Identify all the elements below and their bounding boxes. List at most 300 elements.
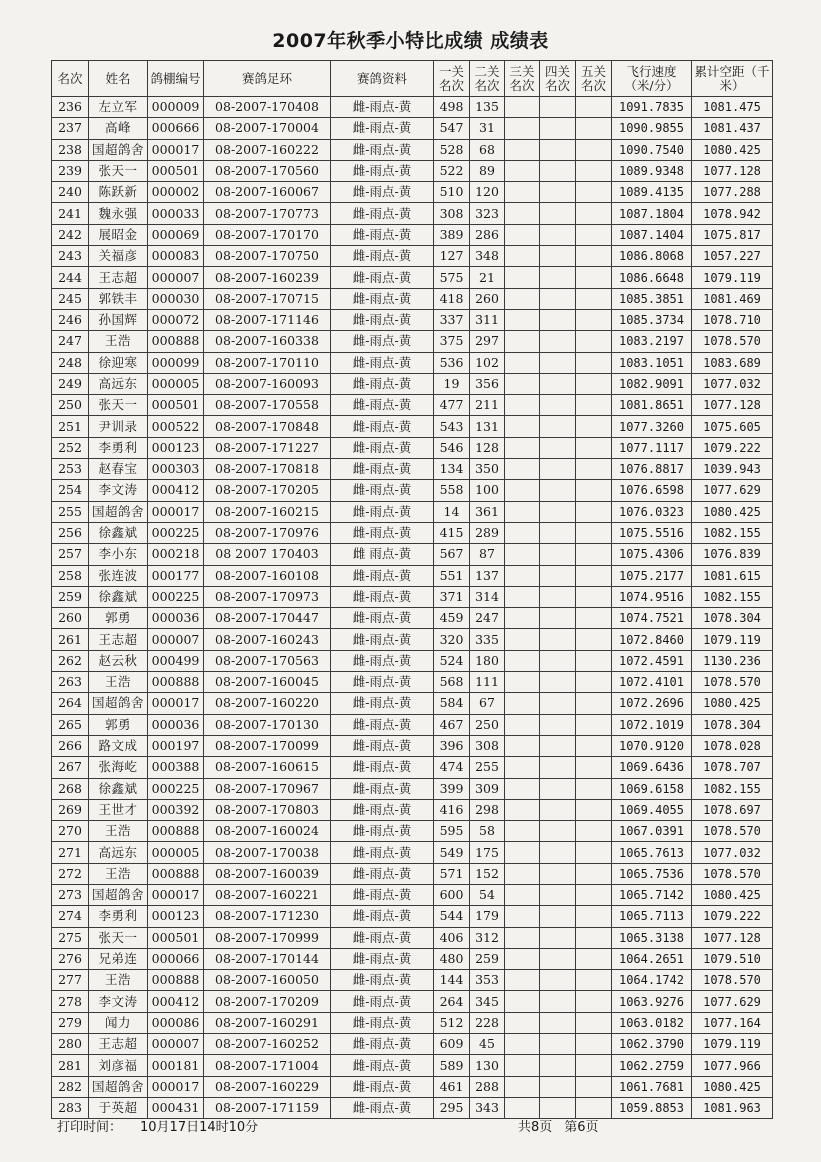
- cell-stage3: [505, 267, 540, 288]
- cell-stage1: 524: [434, 650, 470, 671]
- table-row: [52, 459, 773, 480]
- cell-stage2: 312: [470, 927, 505, 948]
- cell-info: 雌-雨点-黄: [331, 97, 434, 118]
- cell-ring: 08-2007-170099: [204, 735, 331, 756]
- cell-rank: 256: [52, 522, 89, 543]
- cell-ring: 08-2007-160215: [204, 501, 331, 522]
- table-row: [52, 246, 773, 267]
- cell-stage4: [540, 991, 576, 1012]
- cell-speed: 1087.1804: [612, 203, 692, 224]
- cell-stage3: [505, 118, 540, 139]
- cell-stage4: [540, 160, 576, 181]
- cell-speed: 1089.4135: [612, 182, 692, 203]
- cell-stage2: 102: [470, 352, 505, 373]
- cell-loft: 000072: [148, 309, 204, 330]
- cell-stage5: [576, 139, 612, 160]
- cell-stage4: [540, 884, 576, 905]
- cell-info: 雌-雨点-黄: [331, 501, 434, 522]
- cell-info: 雌-雨点-黄: [331, 459, 434, 480]
- cell-loft: 000412: [148, 991, 204, 1012]
- cell-ring: 08-2007-160221: [204, 884, 331, 905]
- table-row: [52, 629, 773, 650]
- cell-loft: 000017: [148, 1076, 204, 1097]
- cell-distance: 1077.164: [692, 1012, 773, 1033]
- cell-distance: 1080.425: [692, 501, 773, 522]
- cell-stage2: 335: [470, 629, 505, 650]
- cell-stage5: [576, 246, 612, 267]
- cell-info: 雌-雨点-黄: [331, 1076, 434, 1097]
- cell-speed: 1062.3790: [612, 1034, 692, 1055]
- cell-info: 雌-雨点-黄: [331, 799, 434, 820]
- cell-rank: 252: [52, 437, 89, 458]
- cell-stage2: 131: [470, 416, 505, 437]
- cell-stage5: [576, 288, 612, 309]
- cell-rank: 271: [52, 842, 89, 863]
- cell-speed: 1065.7613: [612, 842, 692, 863]
- cell-distance: 1081.469: [692, 288, 773, 309]
- cell-stage3: [505, 821, 540, 842]
- cell-distance: 1078.570: [692, 821, 773, 842]
- table-row: [52, 586, 773, 607]
- cell-stage1: 264: [434, 991, 470, 1012]
- cell-name: 国超鸽舍: [89, 139, 148, 160]
- cell-speed: 1067.0391: [612, 821, 692, 842]
- cell-distance: 1078.942: [692, 203, 773, 224]
- cell-stage5: [576, 799, 612, 820]
- cell-speed: 1074.9516: [612, 586, 692, 607]
- page-title: 2007年秋季小特比成绩 成绩表: [272, 30, 549, 52]
- cell-ring: 08-2007-170818: [204, 459, 331, 480]
- cell-speed: 1065.3138: [612, 927, 692, 948]
- cell-distance: 1130.236: [692, 650, 773, 671]
- cell-rank: 241: [52, 203, 89, 224]
- cell-ring: 08-2007-170408: [204, 97, 331, 118]
- cell-stage1: 512: [434, 1012, 470, 1033]
- cell-loft: 000017: [148, 884, 204, 905]
- cell-stage1: 558: [434, 480, 470, 501]
- cell-speed: 1082.9091: [612, 373, 692, 394]
- table-row: [52, 309, 773, 330]
- cell-stage1: 467: [434, 714, 470, 735]
- col-header-stage1: 一关名次: [434, 61, 470, 97]
- cell-distance: 1078.710: [692, 309, 773, 330]
- cell-loft: 000888: [148, 672, 204, 693]
- cell-loft: 000017: [148, 139, 204, 160]
- cell-stage4: [540, 1034, 576, 1055]
- cell-loft: 000225: [148, 586, 204, 607]
- cell-loft: 000066: [148, 948, 204, 969]
- cell-distance: 1075.817: [692, 224, 773, 245]
- cell-stage3: [505, 842, 540, 863]
- cell-ring: 08-2007-160108: [204, 565, 331, 586]
- cell-info: 雌-雨点-黄: [331, 288, 434, 309]
- cell-name: 国超鸽舍: [89, 501, 148, 522]
- cell-stage5: [576, 693, 612, 714]
- cell-stage2: 137: [470, 565, 505, 586]
- cell-rank: 245: [52, 288, 89, 309]
- cell-loft: 000303: [148, 459, 204, 480]
- cell-ring: 08-2007-171146: [204, 309, 331, 330]
- table-row: [52, 948, 773, 969]
- cell-loft: 000086: [148, 1012, 204, 1033]
- cell-stage1: 547: [434, 118, 470, 139]
- cell-stage2: 111: [470, 672, 505, 693]
- cell-distance: 1076.839: [692, 544, 773, 565]
- cell-name: 关福彦: [89, 246, 148, 267]
- cell-speed: 1072.1019: [612, 714, 692, 735]
- cell-rank: 282: [52, 1076, 89, 1097]
- cell-info: 雌-雨点-黄: [331, 650, 434, 671]
- cell-rank: 260: [52, 608, 89, 629]
- cell-speed: 1069.6436: [612, 757, 692, 778]
- cell-loft: 000099: [148, 352, 204, 373]
- cell-stage5: [576, 203, 612, 224]
- cell-rank: 257: [52, 544, 89, 565]
- table-row: [52, 522, 773, 543]
- table-row: [52, 672, 773, 693]
- cell-stage3: [505, 757, 540, 778]
- cell-stage1: 416: [434, 799, 470, 820]
- cell-stage4: [540, 650, 576, 671]
- cell-distance: 1081.615: [692, 565, 773, 586]
- cell-loft: 000501: [148, 395, 204, 416]
- cell-rank: 253: [52, 459, 89, 480]
- table-row: [52, 863, 773, 884]
- cell-name: 张连波: [89, 565, 148, 586]
- cell-stage5: [576, 331, 612, 352]
- cell-stage5: [576, 182, 612, 203]
- table-row: [52, 884, 773, 905]
- cell-stage5: [576, 778, 612, 799]
- cell-rank: 236: [52, 97, 89, 118]
- table-row: [52, 799, 773, 820]
- cell-distance: 1079.222: [692, 906, 773, 927]
- cell-loft: 000388: [148, 757, 204, 778]
- cell-speed: 1083.2197: [612, 331, 692, 352]
- cell-stage1: 536: [434, 352, 470, 373]
- cell-stage3: [505, 799, 540, 820]
- cell-stage5: [576, 267, 612, 288]
- cell-rank: 244: [52, 267, 89, 288]
- cell-rank: 274: [52, 906, 89, 927]
- col-header-rank: 名次: [52, 61, 89, 97]
- cell-loft: 000069: [148, 224, 204, 245]
- cell-info: 雌-雨点-黄: [331, 373, 434, 394]
- cell-rank: 263: [52, 672, 89, 693]
- cell-name: 高远东: [89, 842, 148, 863]
- cell-name: 李文涛: [89, 480, 148, 501]
- cell-rank: 267: [52, 757, 89, 778]
- cell-stage3: [505, 373, 540, 394]
- cell-name: 王浩: [89, 970, 148, 991]
- table-row: [52, 927, 773, 948]
- col-header-name: 姓名: [89, 61, 148, 97]
- cell-stage2: 54: [470, 884, 505, 905]
- cell-ring: 08-2007-170848: [204, 416, 331, 437]
- cell-distance: 1077.629: [692, 480, 773, 501]
- cell-ring: 08-2007-160039: [204, 863, 331, 884]
- cell-info: 雌-雨点-黄: [331, 757, 434, 778]
- cell-stage3: [505, 629, 540, 650]
- cell-loft: 000007: [148, 267, 204, 288]
- cell-loft: 000181: [148, 1055, 204, 1076]
- cell-stage3: [505, 778, 540, 799]
- cell-name: 郭勇: [89, 714, 148, 735]
- cell-ring: 08-2007-170715: [204, 288, 331, 309]
- cell-name: 高峰: [89, 118, 148, 139]
- cell-loft: 000036: [148, 608, 204, 629]
- cell-ring: 08 2007 170403: [204, 544, 331, 565]
- cell-ring: 08-2007-160338: [204, 331, 331, 352]
- col-header-stage5: 五关名次: [576, 61, 612, 97]
- cell-ring: 08-2007-160045: [204, 672, 331, 693]
- cell-stage2: 68: [470, 139, 505, 160]
- cell-info: 雌-雨点-黄: [331, 522, 434, 543]
- cell-stage2: 175: [470, 842, 505, 863]
- cell-info: 雌-雨点-黄: [331, 437, 434, 458]
- cell-info: 雌-雨点-黄: [331, 160, 434, 181]
- cell-rank: 276: [52, 948, 89, 969]
- cell-rank: 239: [52, 160, 89, 181]
- table-row: [52, 352, 773, 373]
- cell-stage1: 498: [434, 97, 470, 118]
- cell-rank: 240: [52, 182, 89, 203]
- cell-loft: 000036: [148, 714, 204, 735]
- cell-stage1: 600: [434, 884, 470, 905]
- cell-distance: 1057.227: [692, 246, 773, 267]
- table-row: [52, 373, 773, 394]
- cell-stage4: [540, 395, 576, 416]
- cell-stage4: [540, 97, 576, 118]
- cell-speed: 1090.9855: [612, 118, 692, 139]
- cell-stage1: 522: [434, 160, 470, 181]
- cell-rank: 242: [52, 224, 89, 245]
- cell-speed: 1077.1117: [612, 437, 692, 458]
- table-row: [52, 203, 773, 224]
- print-time-label: 打印时间：: [57, 1120, 123, 1135]
- col-header-stage2: 二关名次: [470, 61, 505, 97]
- cell-speed: 1069.4055: [612, 799, 692, 820]
- col-header-stage4: 四关名次: [540, 61, 576, 97]
- cell-stage4: [540, 906, 576, 927]
- table-row: [52, 395, 773, 416]
- cell-stage3: [505, 522, 540, 543]
- cell-stage4: [540, 735, 576, 756]
- cell-name: 郭铁丰: [89, 288, 148, 309]
- cell-loft: 000412: [148, 480, 204, 501]
- cell-stage1: 575: [434, 267, 470, 288]
- cell-stage4: [540, 757, 576, 778]
- cell-stage4: [540, 842, 576, 863]
- cell-distance: 1082.155: [692, 586, 773, 607]
- cell-info: 雌-雨点-黄: [331, 991, 434, 1012]
- cell-name: 王浩: [89, 821, 148, 842]
- cell-speed: 1091.7835: [612, 97, 692, 118]
- cell-ring: 08-2007-160067: [204, 182, 331, 203]
- cell-distance: 1080.425: [692, 139, 773, 160]
- cell-ring: 08-2007-170563: [204, 650, 331, 671]
- cell-stage1: 543: [434, 416, 470, 437]
- table-row: [52, 906, 773, 927]
- cell-stage4: [540, 778, 576, 799]
- cell-stage5: [576, 118, 612, 139]
- cell-stage2: 309: [470, 778, 505, 799]
- col-header-distance: 累计空距（千米）: [692, 61, 773, 97]
- cell-rank: 250: [52, 395, 89, 416]
- cell-speed: 1065.7113: [612, 906, 692, 927]
- cell-name: 张海屹: [89, 757, 148, 778]
- cell-stage2: 361: [470, 501, 505, 522]
- cell-name: 闻力: [89, 1012, 148, 1033]
- cell-info: 雌-雨点-黄: [331, 118, 434, 139]
- cell-speed: 1075.4306: [612, 544, 692, 565]
- cell-distance: 1077.032: [692, 842, 773, 863]
- table-row: [52, 416, 773, 437]
- cell-stage4: [540, 501, 576, 522]
- cell-stage4: [540, 267, 576, 288]
- cell-name: 展昭金: [89, 224, 148, 245]
- col-header-ring: 赛鸽足环: [204, 61, 331, 97]
- cell-info: 雌-雨点-黄: [331, 906, 434, 927]
- cell-speed: 1074.7521: [612, 608, 692, 629]
- cell-loft: 000218: [148, 544, 204, 565]
- cell-distance: 1078.304: [692, 608, 773, 629]
- col-header-stage3: 三关名次: [505, 61, 540, 97]
- cell-speed: 1064.2651: [612, 948, 692, 969]
- cell-info: 雌-雨点-黄: [331, 821, 434, 842]
- cell-distance: 1077.288: [692, 182, 773, 203]
- cell-stage5: [576, 629, 612, 650]
- cell-stage2: 286: [470, 224, 505, 245]
- table-row: [52, 757, 773, 778]
- cell-name: 徐鑫斌: [89, 778, 148, 799]
- cell-stage4: [540, 970, 576, 991]
- cell-info: 雌-雨点-黄: [331, 948, 434, 969]
- cell-rank: 255: [52, 501, 89, 522]
- table-row: [52, 501, 773, 522]
- cell-name: 张天一: [89, 395, 148, 416]
- cell-ring: 08-2007-170038: [204, 842, 331, 863]
- table-row: [52, 182, 773, 203]
- cell-ring: 08-2007-170170: [204, 224, 331, 245]
- cell-name: 左立军: [89, 97, 148, 118]
- cell-stage5: [576, 97, 612, 118]
- cell-stage1: 399: [434, 778, 470, 799]
- cell-info: 雌-雨点-黄: [331, 1055, 434, 1076]
- cell-loft: 000888: [148, 331, 204, 352]
- table-row: [52, 991, 773, 1012]
- cell-speed: 1076.6598: [612, 480, 692, 501]
- current-page: 第6页: [564, 1120, 599, 1135]
- cell-stage4: [540, 714, 576, 735]
- cell-stage5: [576, 309, 612, 330]
- cell-loft: 000225: [148, 522, 204, 543]
- cell-stage5: [576, 970, 612, 991]
- cell-stage3: [505, 501, 540, 522]
- cell-info: 雌-雨点-黄: [331, 714, 434, 735]
- cell-stage2: 31: [470, 118, 505, 139]
- cell-speed: 1062.2759: [612, 1055, 692, 1076]
- cell-loft: 000030: [148, 288, 204, 309]
- cell-stage5: [576, 1012, 612, 1033]
- cell-rank: 281: [52, 1055, 89, 1076]
- cell-distance: 1079.119: [692, 629, 773, 650]
- cell-stage3: [505, 565, 540, 586]
- cell-stage1: 595: [434, 821, 470, 842]
- cell-stage2: 89: [470, 160, 505, 181]
- cell-ring: 08-2007-170976: [204, 522, 331, 543]
- cell-rank: 268: [52, 778, 89, 799]
- cell-stage4: [540, 224, 576, 245]
- cell-name: 张天一: [89, 160, 148, 181]
- cell-distance: 1077.966: [692, 1055, 773, 1076]
- cell-rank: 279: [52, 1012, 89, 1033]
- cell-stage2: 350: [470, 459, 505, 480]
- cell-name: 国超鸽舍: [89, 1076, 148, 1097]
- cell-ring: 08-2007-160222: [204, 139, 331, 160]
- cell-speed: 1063.9276: [612, 991, 692, 1012]
- cell-speed: 1090.7540: [612, 139, 692, 160]
- cell-stage5: [576, 224, 612, 245]
- cell-info: 雌-雨点-黄: [331, 586, 434, 607]
- cell-stage2: 21: [470, 267, 505, 288]
- cell-stage3: [505, 1055, 540, 1076]
- cell-ring: 08-2007-160291: [204, 1012, 331, 1033]
- cell-loft: 000197: [148, 735, 204, 756]
- cell-stage4: [540, 416, 576, 437]
- cell-name: 国超鸽舍: [89, 884, 148, 905]
- cell-speed: 1075.5516: [612, 522, 692, 543]
- cell-stage3: [505, 480, 540, 501]
- cell-name: 国超鸽舍: [89, 693, 148, 714]
- cell-info: 雌-雨点-黄: [331, 224, 434, 245]
- cell-info: 雌-雨点-黄: [331, 1034, 434, 1055]
- cell-ring: 08-2007-160239: [204, 267, 331, 288]
- cell-distance: 1078.028: [692, 735, 773, 756]
- cell-ring: 08-2007-160220: [204, 693, 331, 714]
- cell-stage1: 510: [434, 182, 470, 203]
- cell-speed: 1086.6648: [612, 267, 692, 288]
- cell-stage3: [505, 139, 540, 160]
- cell-rank: 264: [52, 693, 89, 714]
- cell-stage4: [540, 288, 576, 309]
- cell-speed: 1076.0323: [612, 501, 692, 522]
- cell-stage3: [505, 906, 540, 927]
- cell-stage3: [505, 948, 540, 969]
- cell-stage3: [505, 586, 540, 607]
- cell-rank: 251: [52, 416, 89, 437]
- cell-rank: 272: [52, 863, 89, 884]
- cell-name: 路文成: [89, 735, 148, 756]
- cell-stage1: 337: [434, 309, 470, 330]
- cell-stage2: 211: [470, 395, 505, 416]
- cell-stage4: [540, 182, 576, 203]
- cell-stage2: 128: [470, 437, 505, 458]
- cell-loft: 000017: [148, 693, 204, 714]
- cell-rank: 249: [52, 373, 89, 394]
- cell-stage3: [505, 1012, 540, 1033]
- cell-ring: 08-2007-160615: [204, 757, 331, 778]
- cell-loft: 000009: [148, 97, 204, 118]
- table-row: [52, 160, 773, 181]
- cell-ring: 08-2007-170803: [204, 799, 331, 820]
- cell-stage2: 297: [470, 331, 505, 352]
- cell-stage5: [576, 1034, 612, 1055]
- cell-stage1: 528: [434, 139, 470, 160]
- cell-speed: 1063.0182: [612, 1012, 692, 1033]
- table-row: [52, 267, 773, 288]
- table-row: [52, 1034, 773, 1055]
